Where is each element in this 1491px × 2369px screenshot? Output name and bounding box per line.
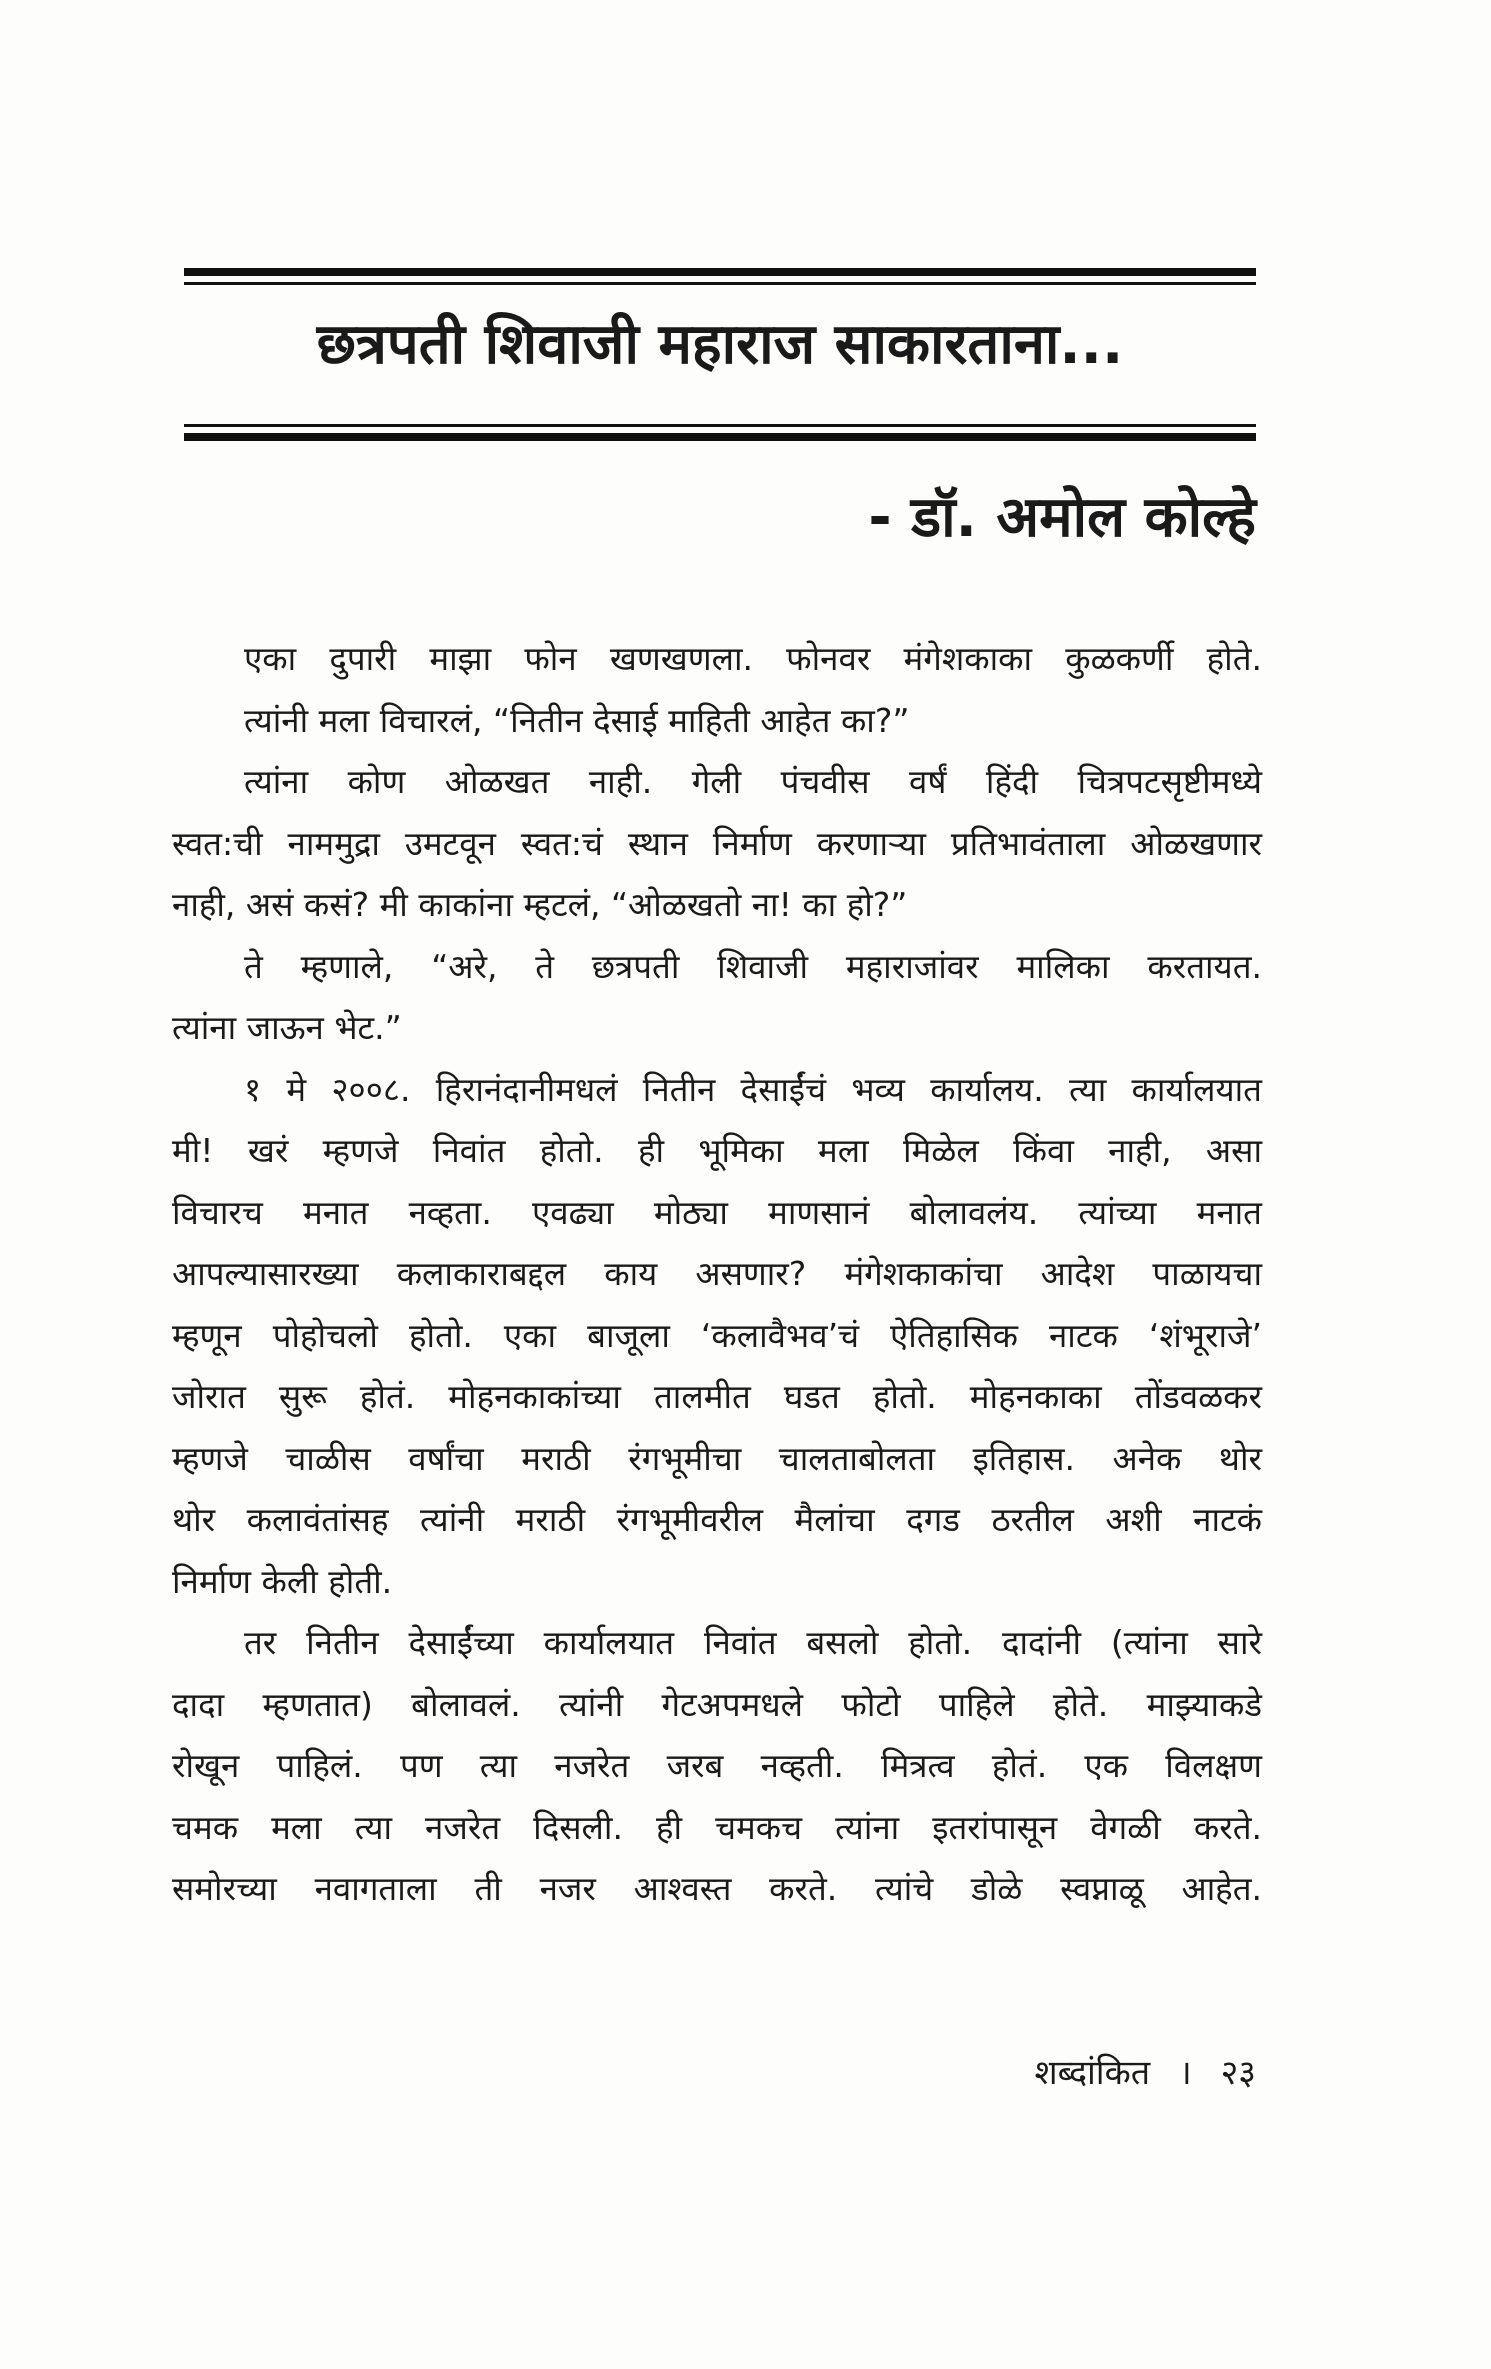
thick-rule (184, 268, 1256, 276)
text-line: म्हणून पोहोचलो होतो. एका बाजूला ‘कलावैभव’चं ऐतिहासिक नाटक ‘शंभूराजे’ (172, 1315, 1262, 1355)
text-line: स्वत:ची नाममुद्रा उमटवून स्वत:चं स्थान निर्माण करणाऱ्या प्रतिभावंताला ओळखणार (172, 823, 1262, 863)
text-line: नाही, असं कसं? मी काकांना म्हटलं, “ओळखतो ना! का हो?” (172, 885, 908, 924)
text-line: एका दुपारी माझा फोन खणखणला. फोनवर मंगेशकाका कुळकर्णी होते. (244, 639, 1262, 678)
page-footer (1035, 2048, 1257, 2098)
text-line: रोखून पाहिलं. पण त्या नजरेत जरब नव्हती. मित्रत्व होतं. एक विलक्षण (172, 1746, 1262, 1785)
text-line: त्यांना कोण ओळखत नाही. गेली पंचवीस वर्षं हिंदी चित्रपटसृष्टीमध्ये (244, 762, 1262, 801)
text-line: म्हणजे चाळीस वर्षांचा मराठी रंगभूमीचा चालताबोलता इतिहास. अनेक थोर (172, 1438, 1262, 1478)
footer-separator: । (1178, 2053, 1192, 2093)
title-bottom-rule (184, 424, 1256, 441)
text-line: दादा म्हणतात) बोलावलं. त्यांनी गेटअपमधले फोटो पाहिले होते. माझ्याकडे (172, 1684, 1262, 1724)
text-line: निर्माण केली होती. (172, 1561, 393, 1601)
text-line: थोर कलावंतांसह त्यांनी मराठी रंगभूमीवरील मैलांचा दगड ठरतील अशी नाटकं (172, 1500, 1262, 1539)
book-name: शब्दांकित (1034, 2053, 1151, 2093)
text-line: १ मे २००८. हिरानंदानीमधलं नितीन देसाईंचं भव्य कार्यालय. त्या कार्यालयात (244, 1069, 1262, 1109)
author-byline: - डॉ. अमोल कोल्हे (868, 485, 1256, 550)
text-line: मी! खरं म्हणजे निवांत होतो. ही भूमिका मला मिळेल किंवा नाही, असा (172, 1131, 1262, 1170)
chapter-body (172, 628, 1262, 1920)
text-line: त्यांना जाऊन भेट.” (172, 1008, 402, 1047)
text-line: तर नितीन देसाईंच्या कार्यालयात निवांत बसलो होतो. दादांनी (त्यांना सारे (244, 1623, 1262, 1662)
text-line: समोरच्या नवागताला ती नजर आश्वस्त करते. त्यांचे डोळे स्वप्नाळू आहेत. (172, 1869, 1262, 1908)
text-line: आपल्यासारख्या कलाकाराबद्दल काय असणार? मंगेशकाकांचा आदेश पाळायचा (172, 1254, 1262, 1293)
text-line: जोरात सुरू होतं. मोहनकाकांच्या तालमीत घडत होतो. मोहनकाका तोंडवळकर (172, 1377, 1262, 1416)
thin-rule (184, 282, 1256, 285)
text-line: ते म्हणाले, “अरे, ते छत्रपती शिवाजी महाराजांवर मालिका करतायत. (244, 946, 1262, 986)
thick-rule (184, 433, 1256, 441)
text-line: चमक मला त्या नजरेत दिसली. ही चमकच त्यांना इतरांपासून वेगळी करते. (172, 1807, 1262, 1847)
page-number: २३ (1220, 2053, 1256, 2093)
thin-rule (184, 424, 1256, 427)
title-top-rule (184, 268, 1256, 285)
text-line: विचारच मनात नव्हता. एवढ्या मोठ्या माणसानं बोलावलंय. त्यांच्या मनात (172, 1192, 1262, 1232)
chapter-title: छत्रपती शिवाजी महाराज साकारताना... (316, 312, 1124, 377)
text-line: त्यांनी मला विचारलं, “नितीन देसाई माहिती आहेत का?” (244, 700, 910, 740)
